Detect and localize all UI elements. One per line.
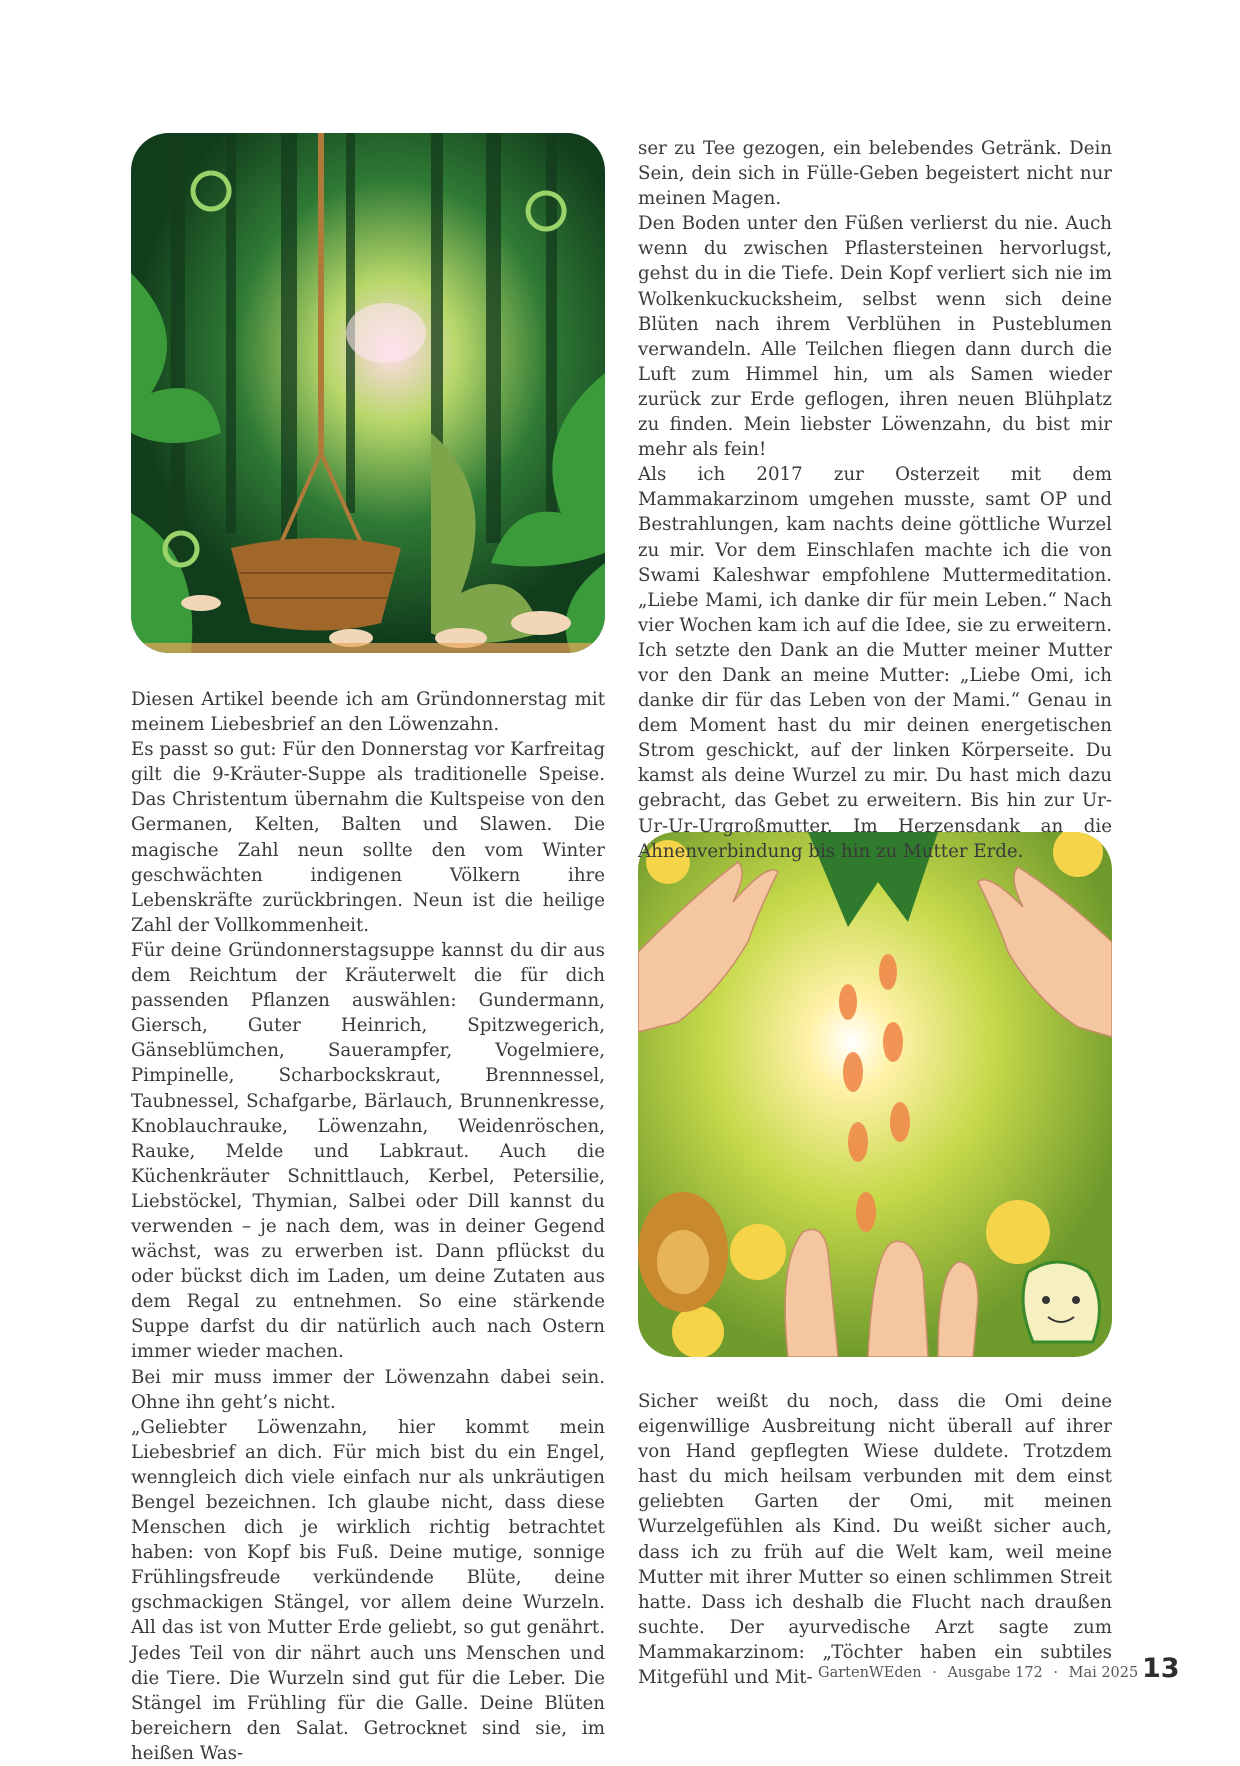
right-column-top-text [638,136,1112,864]
footer-separator: · [932,1665,937,1681]
paragraph: Als ich 2017 zur Osterzeit mit dem Mammakarzinom umgehen musste, samt OP und Bestrahlungen, kam nachts deine göttliche Wurzel zu mir. Vor dem Einschlafen machte ich die von Swami Kaleshwar empfohlene Muttermeditation. „Liebe Mami, ich danke dir für mein Leben.“ Nach vier Wochen kam ich auf die Idee, sie zu erweitern. Ich setzte den Dank an die Mutter meiner Mutter vor den Dank an meine Mutter: „Liebe Omi, ich danke dir für das Leben von der Mami.“ Genau in dem Moment hast du mir deinen energetischen Strom geschickt, auf der linken Körperseite. Du kamst als deine Wurzel zu mir. Du hast mich dazu gebracht, das Gebet zu erweitern. Bis hin zur Ur-Ur-Ur-Urgroßmutter. Im Herzensdank an die Ahnenverbindung bis hin zu Mutter Erde. [638,464,1112,862]
right-column-bottom-text [638,1389,1112,1690]
paragraph: Es passt so gut: Für den Donnerstag vor Karfreitag gilt die 9-Kräuter-Suppe als traditionelle Speise. Das Christentum übernahm die Kultspeise von den Germanen, Kelten, Balten und Slawen. Die magische Zahl neun sollte den vom Winter geschwächten indigenen Völkern ihre Lebenskräfte zurückbringen. Neun ist die heilige Zahl der Vollkommenheit. [131,739,605,936]
page-footer [818,1665,1138,1681]
left-column-text [131,687,605,1766]
page-number: 13 [1142,1653,1180,1684]
magazine-name: GartenWEden [818,1665,922,1681]
paragraph: Bei mir muss immer der Löwenzahn dabei sein. Ohne ihn geht’s nicht. [131,1366,605,1413]
paragraph: ser zu Tee gezogen, ein belebendes Getränk. Dein Sein, dein sich in Fülle-Geben begeistert nicht nur meinen Magen. [638,138,1112,210]
issue-date: Mai 2025 [1068,1665,1139,1681]
paragraph: Sicher weißt du noch, dass die Omi deine eigenwillige Ausbreitung nicht überall auf ihrer von Hand gepflegten Wiese duldete. Trotzdem hast du mich heilsam verbunden mit dem einst geliebten Garten der Omi, mit meinen Wurzelgefühlen als Kind. Du weißt sicher auch, dass ich zu früh auf die Welt kam, weil meine Mutter mit ihrer Mutter so einen schlimmen Streit hatte. Dass ich deshalb die Flucht nach draußen suchte. Der ayurvedische Arzt sagte zum Mammakarzinom: „Töchter haben ein subtiles Mitgefühl und Mit- [638,1391,1112,1689]
paragraph: Den Boden unter den Füßen verlierst du nie. Auch wenn du zwischen Pflastersteinen hervorlugst, gehst du in die Tiefe. Dein Kopf verliert sich nie im Wolkenkuckucksheim, selbst wenn sich deine Blüten nach ihrem Verblühen in Pusteblumen verwandeln. Alle Teilchen fliegen dann durch die Luft zum Himmel hin, um als Samen wieder zurück zur Erde geflogen, ihren neuen Blühplatz zu finden. Mein liebster Löwenzahn, du bist mir mehr als fein! [638,213,1112,461]
paragraph: Diesen Artikel beende ich am Gründonnerstag mit meinem Liebesbrief an den Löwenzahn. [131,689,605,736]
paragraph: Für deine Gründonnerstagsuppe kannst du dir aus dem Reichtum der Kräuterwelt die für dich passenden Pflanzen auswählen: Gundermann, Giersch, Guter Heinrich, Spitzwegerich, Gänseblümchen, Sauerampfer, Vogelmiere, Pimpinelle, Scharbockskraut, Brennnessel, Taubnessel, Schafgarbe, Bärlauch, Brunnenkresse, Knoblauchrauke, Löwenzahn, Weidenröschen, Rauke, Melde und Labkraut. Auch die Küchenkräuter Schnittlauch, Kerbel, Petersilie, Liebstöckel, Thymian, Salbei oder Dill kannst du verwenden – je nach dem, was in deiner Gegend wächst, was zu erwerben ist. Dann pflückst du oder bückst dich im Laden, um deine Zutaten aus dem Regal zu entnehmen. So eine stärkende Suppe darfst du dir natürlich auch nach Ostern immer wieder machen. [131,939,605,1363]
forest-illustration [131,133,605,653]
hands-footprints-illustration [638,832,1112,1357]
footer-separator: · [1053,1665,1058,1681]
issue-number: Ausgabe 172 [947,1665,1043,1681]
paragraph: „Geliebter Löwenzahn, hier kommt mein Liebesbrief an dich. Für mich bist du ein Engel, wenngleich dich viele einfach nur als unkräutigen Bengel bezeichnen. Ich glaube nicht, dass diese Menschen dich je wirklich richtig betrachtet haben: von Kopf bis Fuß. Deine mutige, sonnige Frühlingsfreude verkündende Blüte, deine gschmackigen Stängel, vor allem deine Wurzeln. All das ist von Mutter Erde geliebt, so gut genährt. Jedes Teil von dir nährt auch uns Menschen und die Tiere. Die Wurzeln sind gut für die Leber. Die Stängel im Frühling für die Galle. Deine Blüten bereichern den Salat. Getrocknet sind sie, im heißen Was- [131,1416,605,1764]
